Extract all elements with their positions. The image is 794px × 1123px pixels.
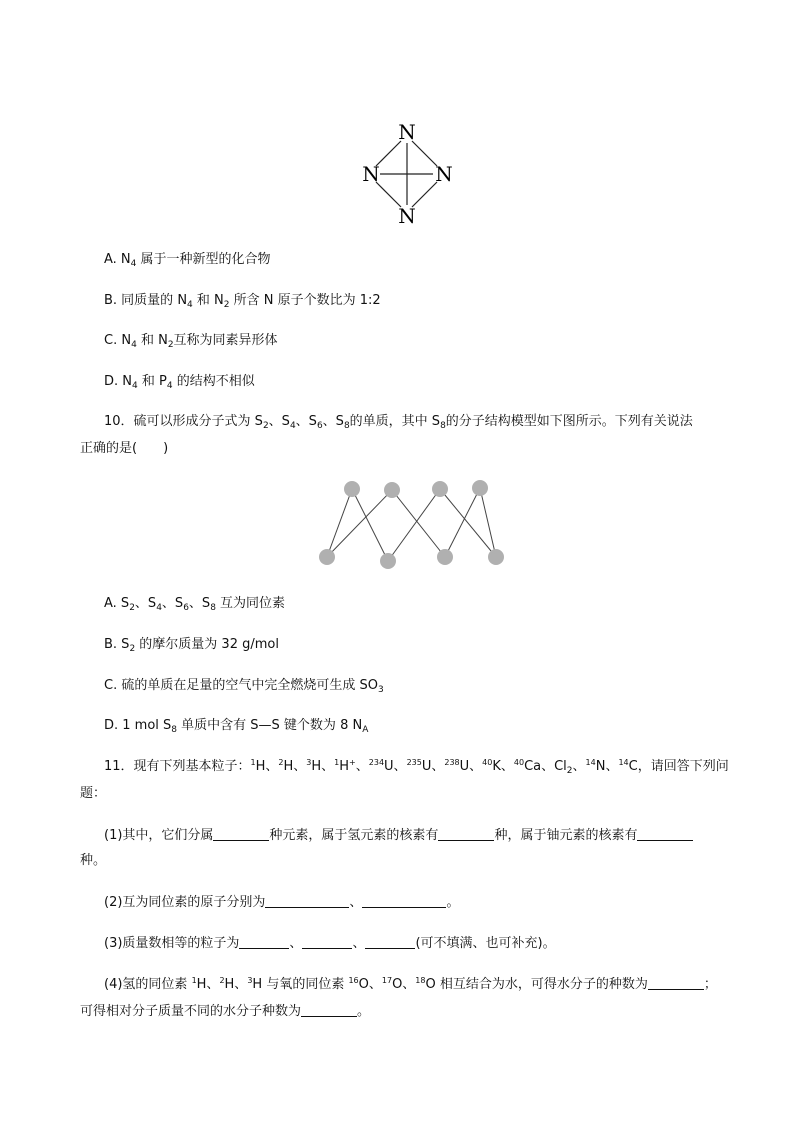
q11-sub1-line2: 种。 [80,853,107,868]
s8-atoms [319,480,504,569]
q9-option-a: A. $N_4$ 属于一种新型的化合物 [104,252,271,269]
q10-option-d: D. 1 mol $S_8$ 单质中含有 S—S 键个数为 8 $N_A$ [104,718,369,735]
q11-sub2: (2)互为同位素的原子分别为 、 。 [104,895,460,910]
q11-stem-line2: 题： [80,786,107,801]
s8-bond-7 [392,490,445,557]
s8-atom-top-1 [344,481,360,497]
answer-blank-3[interactable] [637,826,693,841]
s8-bond-4 [440,489,496,557]
answer-blank-10[interactable] [301,1002,357,1017]
q11-sub4-line2: 可得相对分子质量不同的水分子种数为 。 [80,1004,371,1019]
q10-stem-line2: 正确的是( ) [80,441,169,456]
q10-stem-line1: 10．硫可以形成分子式为 $S_2$、$S_4$、$S_6$、$S_8$的单质，其中 $S_8$的分子结构模型如下图所示。下列有关说法 [104,414,693,431]
n4-bond-top-right [412,141,437,166]
n4-atom-right: N [435,162,453,186]
n4-atom-bottom: N [398,204,416,228]
s8-bond-8 [327,490,392,557]
s8-atom-bottom-4 [488,549,504,565]
s8-molecule-model [0,475,794,575]
n4-atom-top: N [398,120,416,144]
answer-blank-7[interactable] [302,934,352,949]
s8-atom-bottom-3 [437,549,453,565]
answer-blank-1[interactable] [213,826,269,841]
answer-blank-2[interactable] [438,826,494,841]
s8-atom-top-2 [384,482,400,498]
n4-structure-diagram [0,110,794,350]
n4-bond-left-bottom [376,182,401,207]
answer-blank-4[interactable] [265,893,349,908]
n4-bond-right-bottom [412,182,437,207]
s8-bond-1 [327,489,352,557]
q9-option-d: D. $N_4$ 和 $P_4$ 的结构不相似 [104,374,255,391]
n4-atom-left: N [362,162,380,186]
q11-sub3: (3)质量数相等的粒子为 、 、 (可不填满、也可补充)。 [104,936,556,951]
s8-atom-top-3 [432,481,448,497]
answer-blank-6[interactable] [239,934,289,949]
s8-atom-bottom-2 [380,553,396,569]
answer-blank-8[interactable] [365,934,415,949]
s8-bonds [327,488,496,561]
n4-bonds [376,141,437,207]
s8-bond-6 [445,488,480,557]
q9-option-c: C. $N_4$ 和 $N_2$互称为同素异形体 [104,333,278,350]
q10-option-b: B. $S_2$ 的摩尔质量为 32 g/mol [104,637,279,654]
q11-sub1-line1: (1)其中，它们分属 种元素，属于氢元素的核素有 种，属于铀元素的核素有 [104,826,693,845]
q9-option-b: B. 同质量的 $N_4$ 和 $N_2$ 所含 N 原子个数比为 1:2 [104,293,381,310]
q10-option-a: A. $S_2$、$S_4$、$S_6$、$S_8$ 互为同位素 [104,596,286,613]
n4-bond-top-left [376,141,401,166]
answer-blank-9[interactable] [648,975,704,990]
q11-stem-line1: 11．现有下列基本粒子：$^1$H、$^2$H、$^3$H、$^1$H+、$^{234}$U、$^{235}$U、$^{238}$U、$^{40}$K、$^{40}$Ca、$Cl_2$、$^{14}$N、$^{14}$C，请回答下列问 [104,758,729,776]
q11-sub4-line1: (4)氢的同位素 $^1$H、$^2$H、$^3$H 与氧的同位素 $^{16}$O、$^{17}$O、$^{18}$O 相互结合为水，可得水分子的种数为 ； [104,976,717,992]
s8-bond-3 [388,489,440,561]
q10-option-c: C. 硫的单质在足量的空气中完全燃烧可生成 $SO_3$ [104,678,384,695]
s8-atom-top-4 [472,480,488,496]
s8-atom-bottom-1 [319,549,335,565]
answer-blank-5[interactable] [362,893,446,908]
